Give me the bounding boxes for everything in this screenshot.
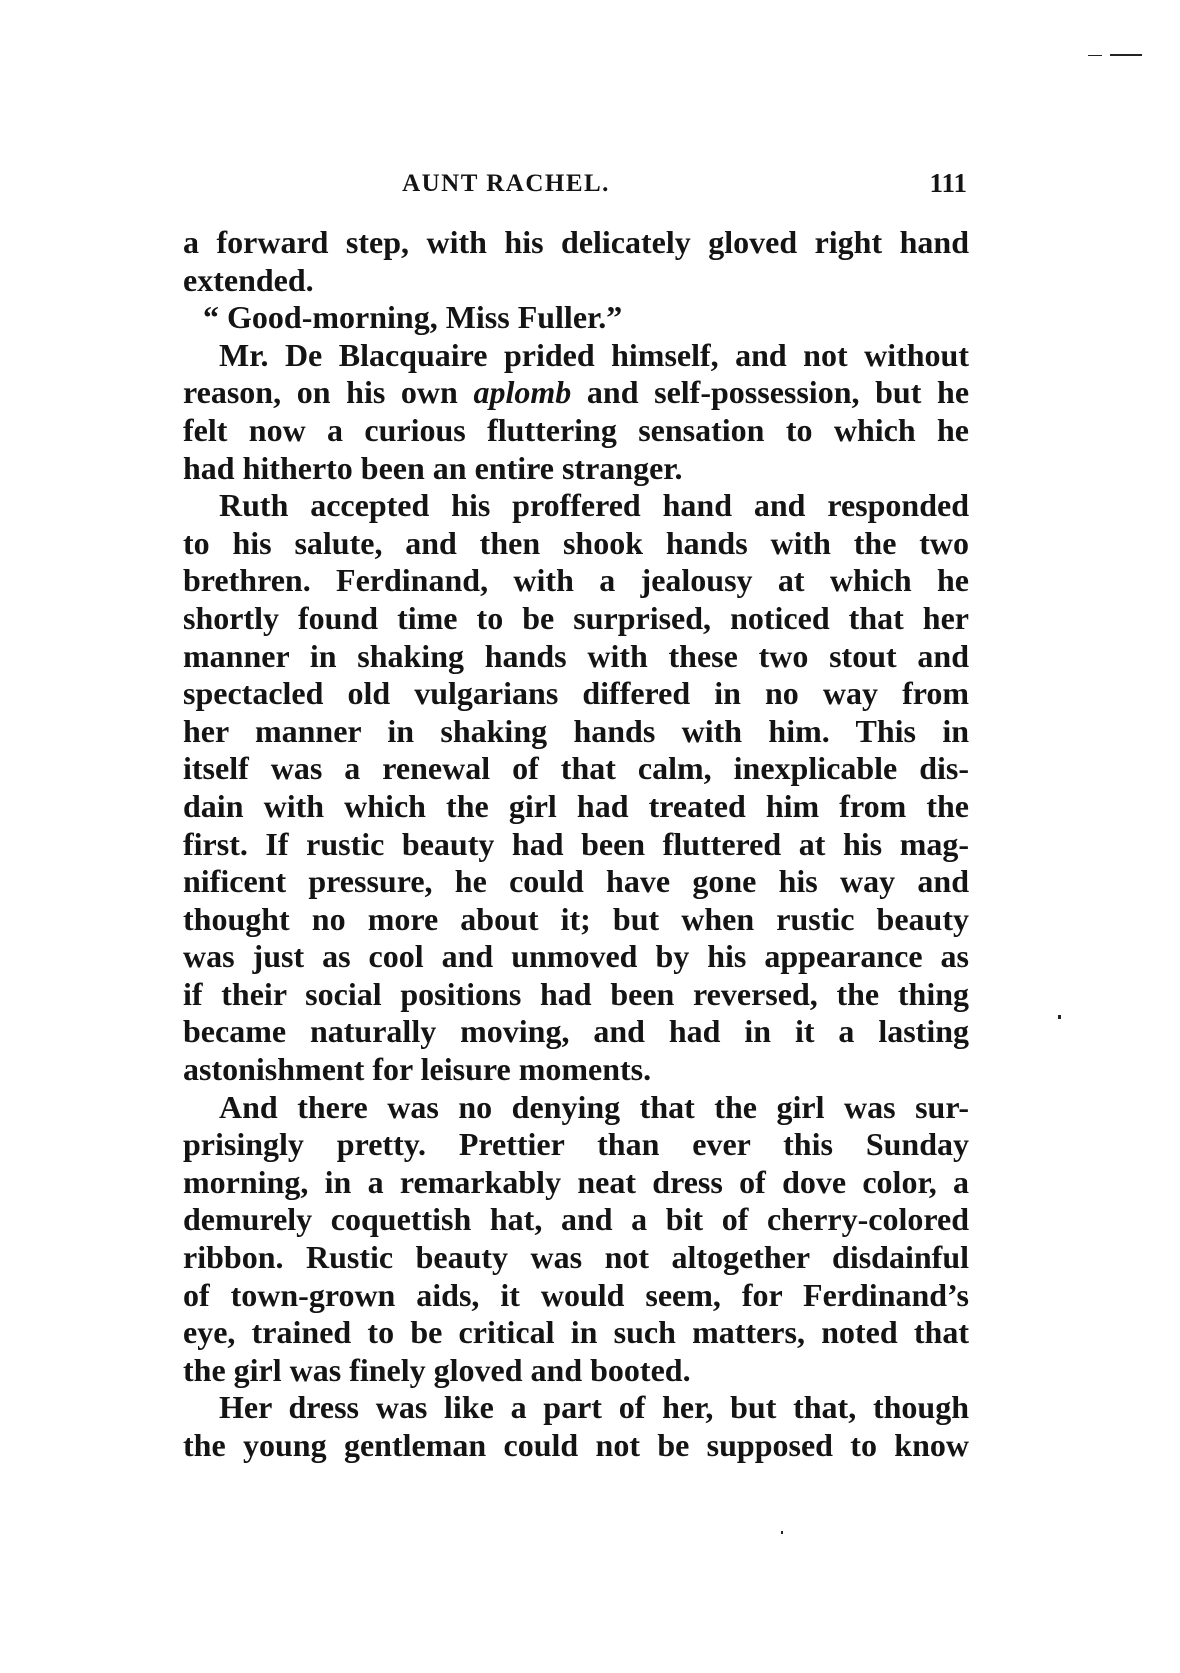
text-line — [183, 374, 969, 412]
running-head: AUNT RACHEL. — [402, 170, 610, 197]
margin-dot-right — [1058, 1015, 1061, 1019]
italic-word: aplomb — [473, 374, 572, 411]
text-line: was just as cool and unmoved by his appearance as — [183, 938, 969, 975]
text-line: brethren. Ferdinand, with a jealousy at which he — [183, 562, 969, 599]
text-line: nificent pressure, he could have gone his way and — [183, 863, 969, 900]
text-line: had hitherto been an entire stranger. — [183, 449, 683, 486]
margin-mark-top-right-small — [1088, 55, 1102, 56]
margin-dot-bottom — [781, 1531, 783, 1534]
text-line: And there was no denying that the girl was sur- — [219, 1088, 969, 1125]
text-line: spectacled old vulgarians differed in no way from — [183, 675, 969, 712]
text-line: itself was a renewal of that calm, inexplicable dis- — [183, 750, 969, 787]
margin-mark-top-right — [1110, 54, 1142, 56]
text-line: morning, in a remarkably neat dress of dove color, a — [183, 1163, 969, 1200]
text-line: dain with which the girl had treated him from the — [183, 787, 969, 824]
text-line: of town-grown aids, it would seem, for Ferdinand’s — [183, 1276, 969, 1313]
page-body — [183, 224, 969, 1465]
text-line: a forward step, with his delicately gloved right hand — [183, 224, 969, 260]
text-line: first. If rustic beauty had been fluttered at his mag- — [183, 825, 969, 862]
text-line: Mr. De Blacquaire prided himself, and not without — [219, 336, 969, 373]
text-line: ribbon. Rustic beauty was not altogether disdainful — [183, 1239, 969, 1276]
text-segment: and self-possession, but he — [586, 374, 970, 411]
text-segment: reason, on his own — [183, 374, 458, 411]
text-line: her manner in shaking hands with him. This in — [183, 712, 969, 749]
text-line: thought no more about it; but when rustic beauty — [183, 900, 969, 937]
text-line: if their social positions had been reversed, the thing — [183, 975, 969, 1012]
text-line: became naturally moving, and had in it a lasting — [183, 1013, 969, 1050]
text-line: the young gentleman could not be supposed to know — [183, 1427, 969, 1463]
text-line: “ Good-morning, Miss Fuller.” — [203, 299, 623, 336]
text-line: the girl was finely gloved and booted. — [183, 1351, 691, 1388]
text-line: demurely coquettish hat, and a bit of cherry-colored — [183, 1201, 969, 1238]
text-line: eye, trained to be critical in such matters, noted that — [183, 1314, 969, 1351]
page-number: 111 — [929, 168, 967, 198]
text-line: astonishment for leisure moments. — [183, 1051, 652, 1088]
text-line: prisingly pretty. Prettier than ever this Sunday — [183, 1126, 969, 1163]
text-line: felt now a curious fluttering sensation to which he — [183, 411, 969, 448]
text-line: shortly found time to be surprised, noticed that her — [183, 599, 969, 636]
text-line: Her dress was like a part of her, but that, though — [219, 1389, 969, 1426]
text-line: manner in shaking hands with these two stout and — [183, 637, 969, 674]
text-line: extended. — [183, 261, 314, 298]
text-line: to his salute, and then shook hands with the two — [183, 524, 969, 561]
text-line: Ruth accepted his proffered hand and responded — [219, 487, 969, 524]
